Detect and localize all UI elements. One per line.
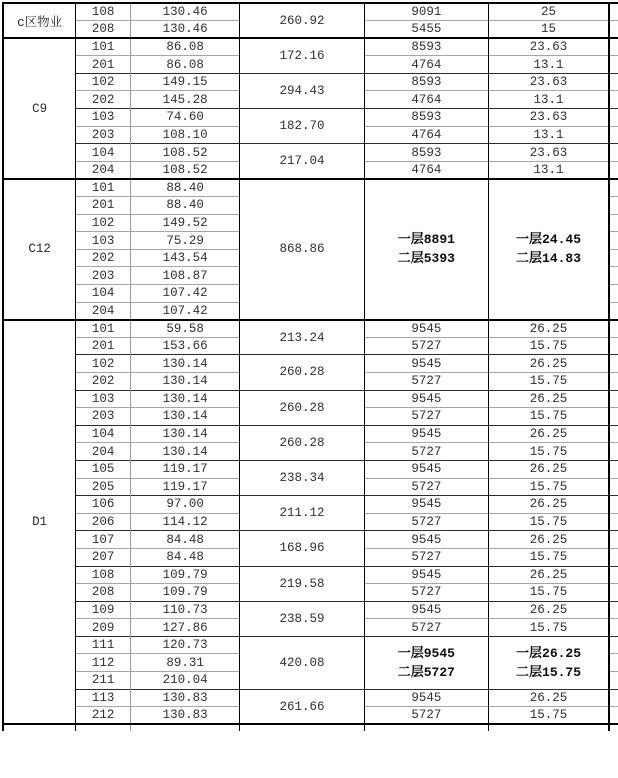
table-row (3, 179, 618, 197)
table-row (3, 320, 618, 338)
clipped-bottom-cell (364, 724, 488, 731)
room-number-cell: 101 (76, 320, 131, 338)
room-number-cell: 202 (76, 249, 131, 267)
room-area-cell: 109.79 (130, 566, 239, 584)
room-area-cell: 84.48 (130, 531, 239, 549)
price-cell: 5727 (364, 337, 488, 355)
clipped-next-column-cell (609, 601, 618, 619)
clipped-next-column-cell (609, 38, 618, 56)
clipped-next-column-cell (609, 372, 618, 390)
total-area-cell: 219.58 (240, 566, 364, 601)
room-area-cell: 86.08 (130, 56, 239, 74)
price-cell (364, 636, 488, 689)
room-area-cell: 86.08 (130, 38, 239, 56)
total-area-cell: 261.66 (240, 689, 364, 724)
price-cell: 8593 (364, 109, 488, 127)
clipped-next-column-cell (609, 21, 618, 39)
table-row (3, 109, 618, 127)
total-area-cell: 294.43 (240, 73, 364, 108)
room-number-cell: 208 (76, 21, 131, 39)
clipped-next-column-cell (609, 320, 618, 338)
share-cell: 13.1 (489, 91, 610, 109)
room-area-cell: 89.31 (130, 654, 239, 672)
clipped-next-column-cell (609, 109, 618, 127)
table-row (3, 355, 618, 373)
clipped-next-column-cell (609, 179, 618, 197)
share-cell: 23.63 (489, 109, 610, 127)
price-cell (364, 179, 488, 320)
clipped-next-column-cell (609, 460, 618, 478)
clipped-next-column-cell (609, 91, 618, 109)
price-cell: 9545 (364, 460, 488, 478)
clipped-next-column-cell (609, 654, 618, 672)
price-line: 二层5727 (397, 664, 455, 680)
room-area-cell: 75.29 (130, 232, 239, 250)
room-number-cell: 201 (76, 197, 131, 215)
share-line: 二层14.83 (516, 251, 582, 267)
room-number-cell: 113 (76, 689, 131, 707)
room-area-cell: 149.52 (130, 214, 239, 232)
room-number-cell: 204 (76, 443, 131, 461)
price-cell: 5727 (364, 478, 488, 496)
price-cell: 9545 (364, 320, 488, 338)
room-area-cell: 97.00 (130, 496, 239, 514)
price-cell: 5727 (364, 372, 488, 390)
room-area-cell: 143.54 (130, 249, 239, 267)
room-area-cell: 74.60 (130, 109, 239, 127)
share-cell: 15.75 (489, 443, 610, 461)
total-area-cell: 217.04 (240, 144, 364, 179)
total-area-cell: 238.59 (240, 601, 364, 636)
clipped-next-column-cell (609, 232, 618, 250)
clipped-next-column-cell (609, 478, 618, 496)
total-area-cell: 260.28 (240, 390, 364, 425)
room-number-cell: 206 (76, 513, 131, 531)
clipped-next-column-cell (609, 337, 618, 355)
property-table (2, 2, 618, 731)
price-cell: 9545 (364, 390, 488, 408)
table-row (3, 496, 618, 514)
room-number-cell: 102 (76, 214, 131, 232)
room-number-cell: 202 (76, 372, 131, 390)
room-number-cell: 102 (76, 73, 131, 91)
share-cell: 26.25 (489, 689, 610, 707)
share-cell: 13.1 (489, 161, 610, 179)
building-cell: c区物业 (3, 3, 76, 38)
share-cell: 15.75 (489, 478, 610, 496)
clipped-next-column-cell (609, 443, 618, 461)
clipped-next-column-cell (609, 249, 618, 267)
price-cell: 9545 (364, 689, 488, 707)
price-cell: 8593 (364, 144, 488, 162)
total-area-cell: 213.24 (240, 320, 364, 355)
price-cell: 9545 (364, 531, 488, 549)
total-area-cell: 238.34 (240, 460, 364, 495)
table-row (3, 566, 618, 584)
room-number-cell: 104 (76, 285, 131, 303)
room-number-cell: 108 (76, 566, 131, 584)
clipped-next-column-cell (609, 144, 618, 162)
room-area-cell: 108.10 (130, 126, 239, 144)
price-cell: 9545 (364, 496, 488, 514)
share-cell: 26.25 (489, 496, 610, 514)
room-number-cell: 112 (76, 654, 131, 672)
room-area-cell: 108.87 (130, 267, 239, 285)
clipped-next-column-cell (609, 584, 618, 602)
price-cell: 5455 (364, 21, 488, 39)
share-cell: 26.25 (489, 531, 610, 549)
clipped-next-column-cell (609, 3, 618, 21)
clipped-next-column-cell (609, 619, 618, 637)
room-number-cell: 101 (76, 38, 131, 56)
clipped-next-column-cell (609, 425, 618, 443)
room-number-cell: 103 (76, 109, 131, 127)
room-area-cell: 84.48 (130, 548, 239, 566)
share-cell: 13.1 (489, 126, 610, 144)
clipped-bottom-cell (3, 724, 76, 731)
clipped-next-column-cell (609, 56, 618, 74)
clipped-next-column-cell (609, 390, 618, 408)
room-number-cell: 209 (76, 619, 131, 637)
clipped-next-column-cell (609, 197, 618, 215)
clipped-next-column-cell (609, 548, 618, 566)
clipped-bottom-cell (240, 724, 364, 731)
room-number-cell: 104 (76, 425, 131, 443)
table-row (3, 144, 618, 162)
price-cell: 4764 (364, 161, 488, 179)
room-area-cell: 107.42 (130, 285, 239, 303)
room-number-cell: 106 (76, 496, 131, 514)
total-area-cell: 868.86 (240, 179, 364, 320)
table-row (3, 689, 618, 707)
clipped-next-column-cell (609, 707, 618, 725)
room-number-cell: 103 (76, 390, 131, 408)
share-cell: 23.63 (489, 73, 610, 91)
price-cell: 4764 (364, 91, 488, 109)
room-area-cell: 107.42 (130, 302, 239, 320)
building-cell: C12 (3, 179, 76, 320)
clipped-next-column-cell (609, 513, 618, 531)
room-area-cell: 127.86 (130, 619, 239, 637)
room-number-cell: 207 (76, 548, 131, 566)
room-number-cell: 104 (76, 144, 131, 162)
total-area-cell: 260.28 (240, 355, 364, 390)
room-number-cell: 111 (76, 636, 131, 654)
share-cell: 26.25 (489, 460, 610, 478)
price-cell: 9545 (364, 355, 488, 373)
room-number-cell: 204 (76, 161, 131, 179)
room-number-cell: 212 (76, 707, 131, 725)
price-cell: 5727 (364, 548, 488, 566)
price-cell: 5727 (364, 513, 488, 531)
clipped-bottom-cell (76, 724, 131, 731)
room-area-cell: 130.46 (130, 3, 239, 21)
clipped-next-column-cell (609, 531, 618, 549)
room-number-cell: 205 (76, 478, 131, 496)
share-cell: 15.75 (489, 408, 610, 426)
price-cell: 9545 (364, 601, 488, 619)
room-area-cell: 145.28 (130, 91, 239, 109)
clipped-next-column-cell (609, 267, 618, 285)
clipped-bottom-cell (130, 724, 239, 731)
room-area-cell: 130.14 (130, 390, 239, 408)
clipped-next-column-cell (609, 161, 618, 179)
room-area-cell: 130.14 (130, 425, 239, 443)
room-area-cell: 119.17 (130, 460, 239, 478)
room-area-cell: 59.58 (130, 320, 239, 338)
share-cell: 15.75 (489, 337, 610, 355)
table-row (3, 460, 618, 478)
price-cell: 5727 (364, 408, 488, 426)
share-cell: 15.75 (489, 513, 610, 531)
share-line: 一层24.45 (516, 232, 582, 248)
share-cell: 26.25 (489, 601, 610, 619)
share-cell: 26.25 (489, 566, 610, 584)
room-area-cell: 130.83 (130, 707, 239, 725)
table-row (3, 636, 618, 654)
price-cell: 5727 (364, 619, 488, 637)
property-table-body (3, 3, 618, 731)
price-cell: 4764 (364, 56, 488, 74)
room-area-cell: 130.83 (130, 689, 239, 707)
table-row (3, 38, 618, 56)
total-area-cell: 172.16 (240, 38, 364, 73)
room-number-cell: 203 (76, 408, 131, 426)
room-area-cell: 149.15 (130, 73, 239, 91)
price-line: 一层8891 (397, 232, 455, 248)
price-line: 二层5393 (397, 251, 455, 267)
price-cell: 9545 (364, 425, 488, 443)
room-number-cell: 107 (76, 531, 131, 549)
share-cell: 23.63 (489, 38, 610, 56)
room-number-cell: 201 (76, 337, 131, 355)
clipped-next-column-cell (609, 126, 618, 144)
building-cell: D1 (3, 320, 76, 725)
share-cell: 15.75 (489, 548, 610, 566)
table-row (3, 601, 618, 619)
clipped-bottom-cell (489, 724, 610, 731)
room-area-cell: 130.14 (130, 443, 239, 461)
price-cell: 5727 (364, 443, 488, 461)
room-number-cell: 204 (76, 302, 131, 320)
clipped-bottom-cell (609, 724, 618, 731)
price-cell: 8593 (364, 73, 488, 91)
room-area-cell: 130.14 (130, 355, 239, 373)
price-cell: 5727 (364, 707, 488, 725)
room-area-cell: 110.73 (130, 601, 239, 619)
clipped-next-column-cell (609, 285, 618, 303)
share-cell (489, 179, 610, 320)
room-number-cell: 105 (76, 460, 131, 478)
price-cell: 4764 (364, 126, 488, 144)
room-number-cell: 108 (76, 3, 131, 21)
room-number-cell: 102 (76, 355, 131, 373)
clipped-next-column-cell (609, 689, 618, 707)
share-cell: 25 (489, 3, 610, 21)
room-number-cell: 203 (76, 126, 131, 144)
building-cell: C9 (3, 38, 76, 179)
room-number-cell: 203 (76, 267, 131, 285)
clipped-next-column-cell (609, 214, 618, 232)
room-area-cell: 109.79 (130, 584, 239, 602)
clipped-next-column-cell (609, 672, 618, 690)
room-area-cell: 130.46 (130, 21, 239, 39)
table-row (3, 531, 618, 549)
price-cell: 5727 (364, 584, 488, 602)
room-number-cell: 201 (76, 56, 131, 74)
clipped-next-column-cell (609, 355, 618, 373)
share-line: 二层15.75 (516, 664, 582, 680)
room-area-cell: 130.14 (130, 408, 239, 426)
room-area-cell: 130.14 (130, 372, 239, 390)
clipped-bottom-row (3, 724, 618, 731)
total-area-cell: 260.28 (240, 425, 364, 460)
room-area-cell: 114.12 (130, 513, 239, 531)
share-cell (489, 636, 610, 689)
room-area-cell: 108.52 (130, 161, 239, 179)
share-cell: 26.25 (489, 355, 610, 373)
clipped-next-column-cell (609, 408, 618, 426)
room-area-cell: 153.66 (130, 337, 239, 355)
share-cell: 23.63 (489, 144, 610, 162)
clipped-next-column-cell (609, 566, 618, 584)
clipped-next-column-cell (609, 496, 618, 514)
clipped-next-column-cell (609, 73, 618, 91)
share-cell: 15.75 (489, 707, 610, 725)
table-row (3, 425, 618, 443)
room-area-cell: 108.52 (130, 144, 239, 162)
room-number-cell: 109 (76, 601, 131, 619)
share-cell: 26.25 (489, 425, 610, 443)
room-number-cell: 202 (76, 91, 131, 109)
total-area-cell: 420.08 (240, 636, 364, 689)
share-cell: 15.75 (489, 619, 610, 637)
table-row (3, 3, 618, 21)
room-area-cell: 120.73 (130, 636, 239, 654)
price-cell: 8593 (364, 38, 488, 56)
share-cell: 13.1 (489, 56, 610, 74)
room-area-cell: 88.40 (130, 179, 239, 197)
share-cell: 15.75 (489, 372, 610, 390)
room-number-cell: 211 (76, 672, 131, 690)
room-number-cell: 101 (76, 179, 131, 197)
table-row (3, 73, 618, 91)
clipped-next-column-cell (609, 636, 618, 654)
share-cell: 15 (489, 21, 610, 39)
total-area-cell: 168.96 (240, 531, 364, 566)
room-area-cell: 119.17 (130, 478, 239, 496)
total-area-cell: 260.92 (240, 3, 364, 38)
room-area-cell: 88.40 (130, 197, 239, 215)
room-number-cell: 103 (76, 232, 131, 250)
room-area-cell: 210.04 (130, 672, 239, 690)
price-line: 一层9545 (397, 645, 455, 661)
price-cell: 9545 (364, 566, 488, 584)
table-row (3, 390, 618, 408)
room-number-cell: 208 (76, 584, 131, 602)
price-cell: 9091 (364, 3, 488, 21)
total-area-cell: 182.70 (240, 109, 364, 144)
total-area-cell: 211.12 (240, 496, 364, 531)
share-cell: 26.25 (489, 320, 610, 338)
share-cell: 15.75 (489, 584, 610, 602)
share-line: 一层26.25 (516, 645, 582, 661)
share-cell: 26.25 (489, 390, 610, 408)
clipped-next-column-cell (609, 302, 618, 320)
